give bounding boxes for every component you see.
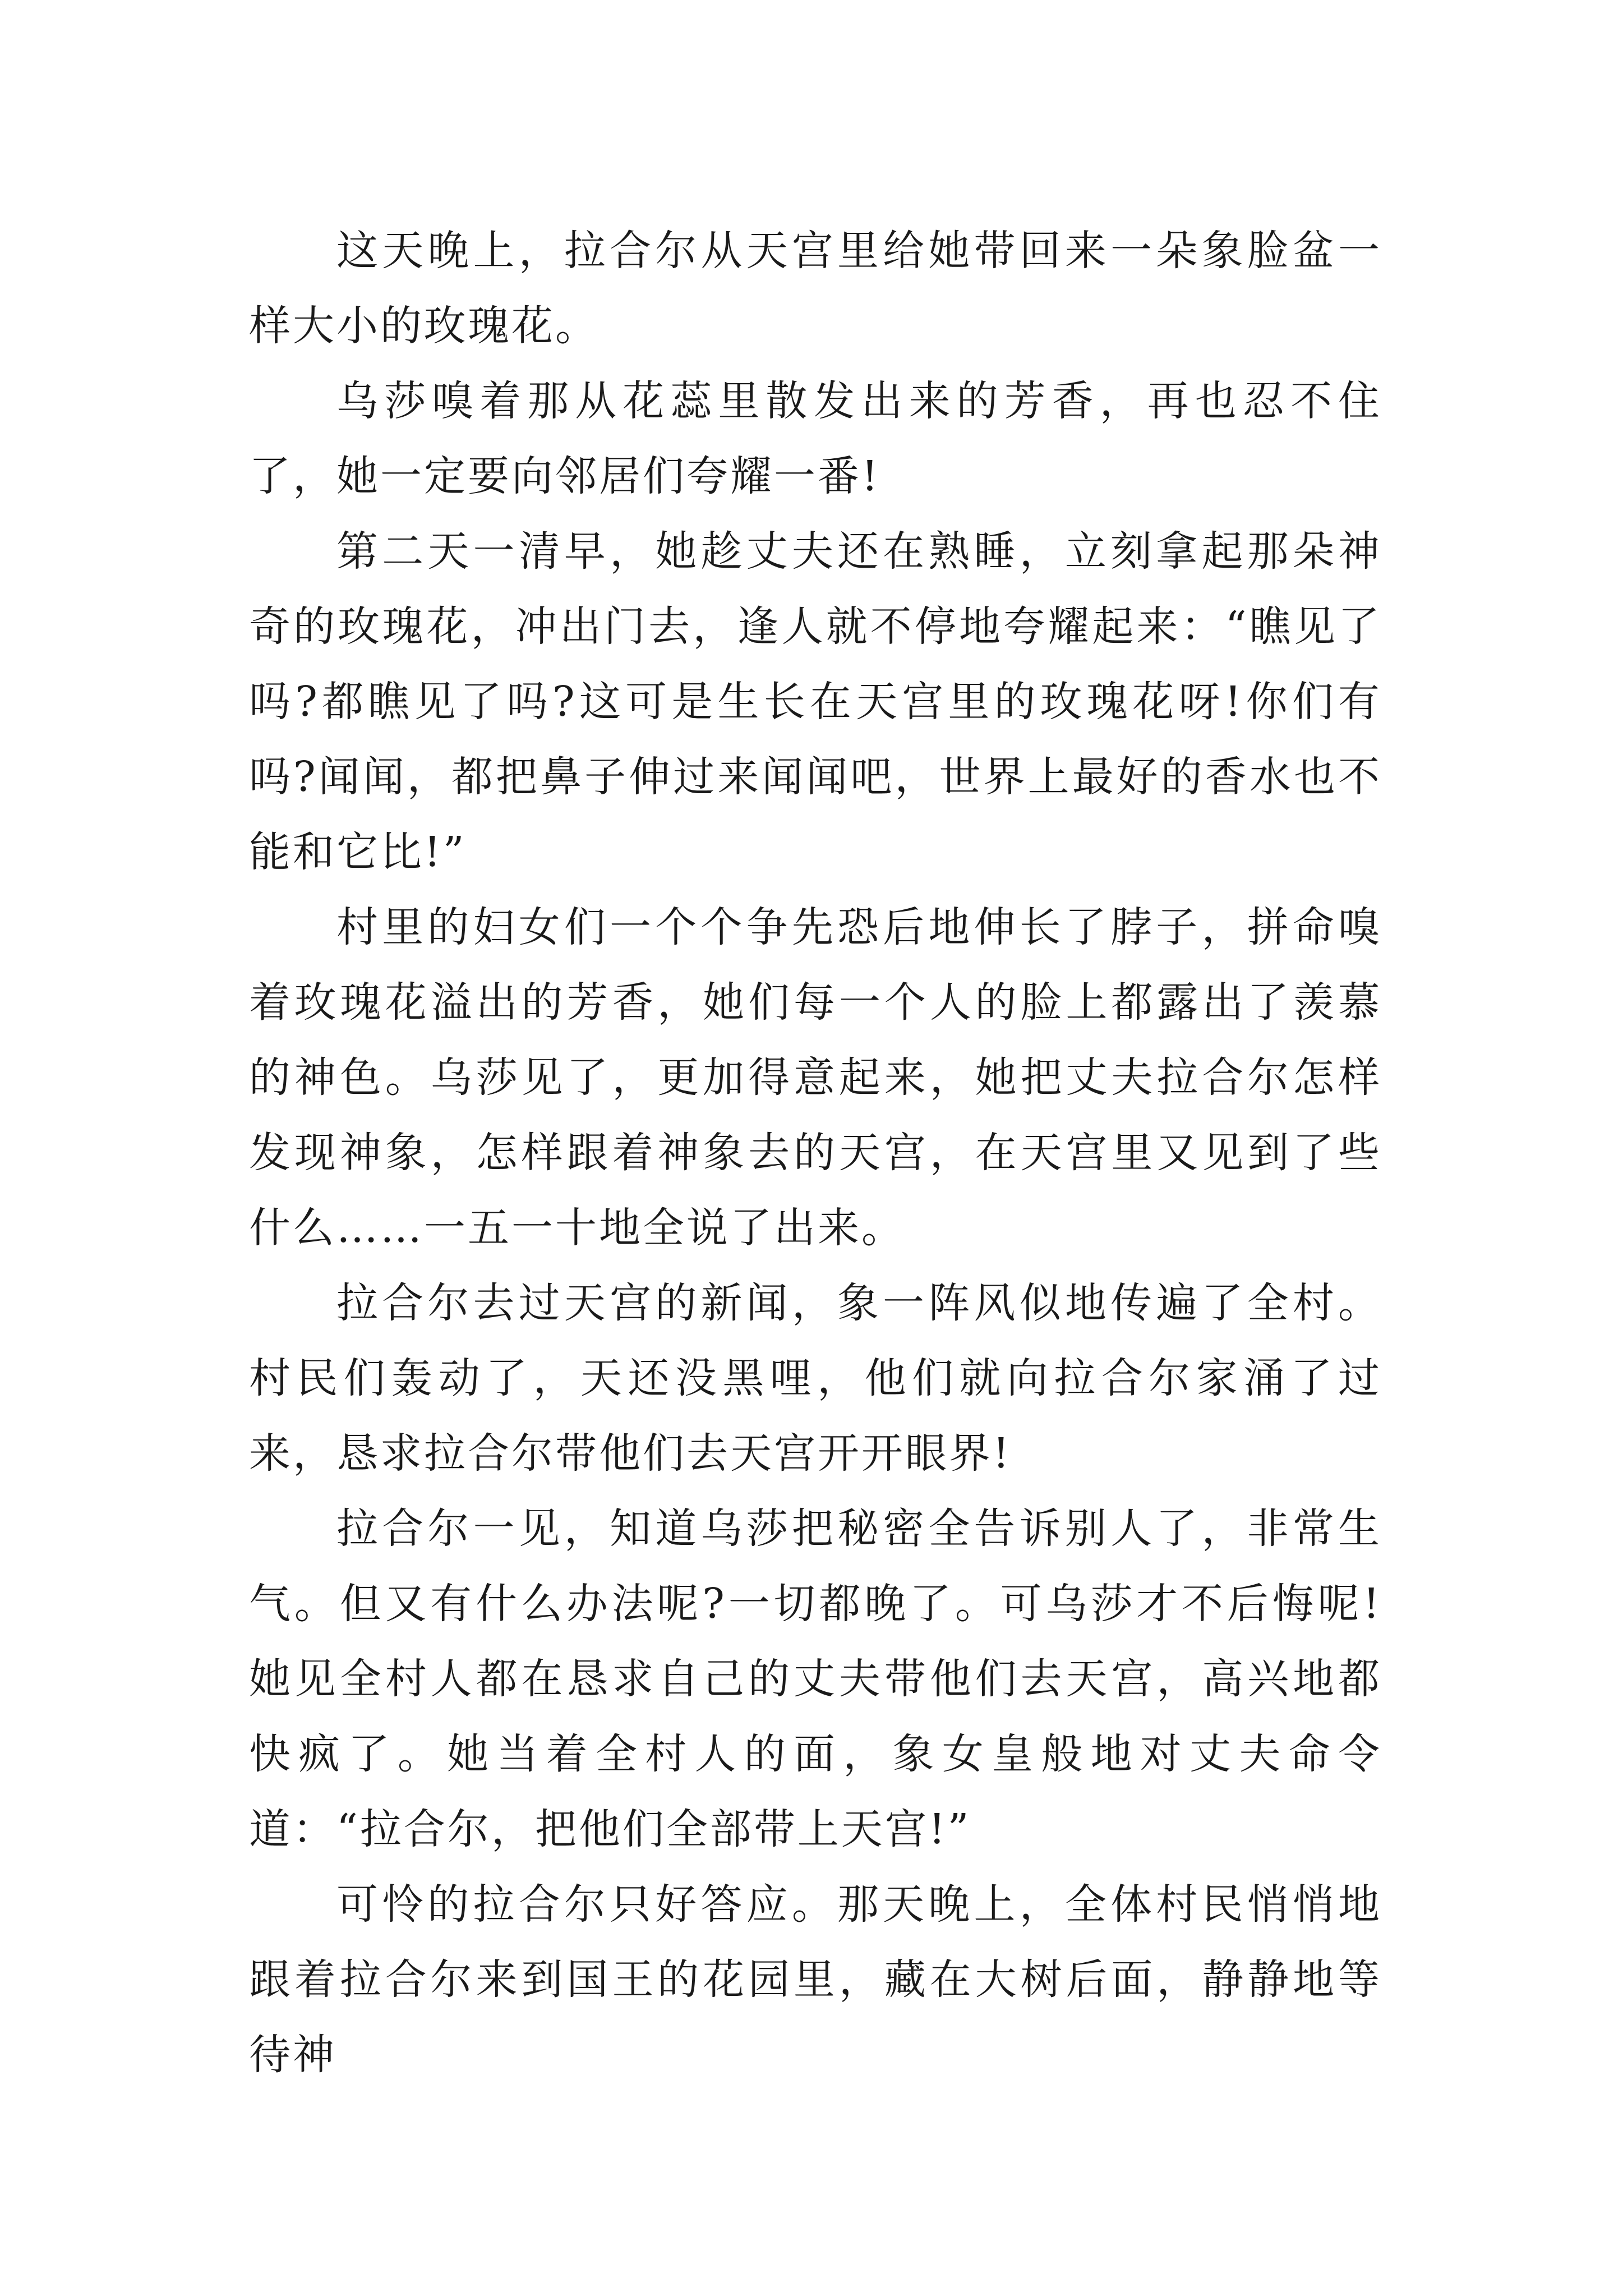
paragraph-6: 拉合尔一见，知道乌莎把秘密全告诉别人了，非常生气。但又有什么办法呢?一切都晚了。可乌莎才不后悔呢!她见全村人都在恳求自己的丈夫带他们去天宫，高兴地都快疯了。她当着全村人的面，象女皇般地对丈夫命令道：“拉合尔，把他们全部带上天宫!” [249,1504,1382,1853]
paragraph-4: 村里的妇女们一个个争先恐后地伸长了脖子，拼命嗅着玫瑰花溢出的芳香，她们每一个人的脸上都露出了羡慕的神色。乌莎见了，更加得意起来，她把丈夫拉合尔怎样发现神象，怎样跟着神象去的天宫，在天宫里又见到了些什么……一五一十地全说了出来。 [249,903,1382,1252]
paragraph-5: 拉合尔去过天宫的新闻，象一阵风似地传遍了全村。村民们轰动了，天还没黑哩，他们就向拉合尔家涌了过来，恳求拉合尔带他们去天宫开开眼界! [249,1279,1382,1478]
paragraph-3: 第二天一清早，她趁丈夫还在熟睡，立刻拿起那朵神奇的玫瑰花，冲出门去，逢人就不停地夸耀起来：“瞧见了吗?都瞧见了吗?这可是生长在天宫里的玫瑰花呀!你们有吗?闻闻，都把鼻子伸过来闻闻吧，世界上最好的香水也不能和它比!” [249,527,1382,876]
paragraph-2: 乌莎嗅着那从花蕊里散发出来的芳香，再也忍不住了，她一定要向邻居们夸耀一番! [249,377,1382,500]
paragraph-7: 可怜的拉合尔只好答应。那天晚上，全体村民悄悄地跟着拉合尔来到国王的花园里，藏在大树后面，静静地等待神 [249,1880,1382,2079]
paragraph-1: 这天晚上，拉合尔从天宫里给她带回来一朵象脸盆一样大小的玫瑰花。 [249,227,1382,350]
story-text [249,213,1382,2092]
